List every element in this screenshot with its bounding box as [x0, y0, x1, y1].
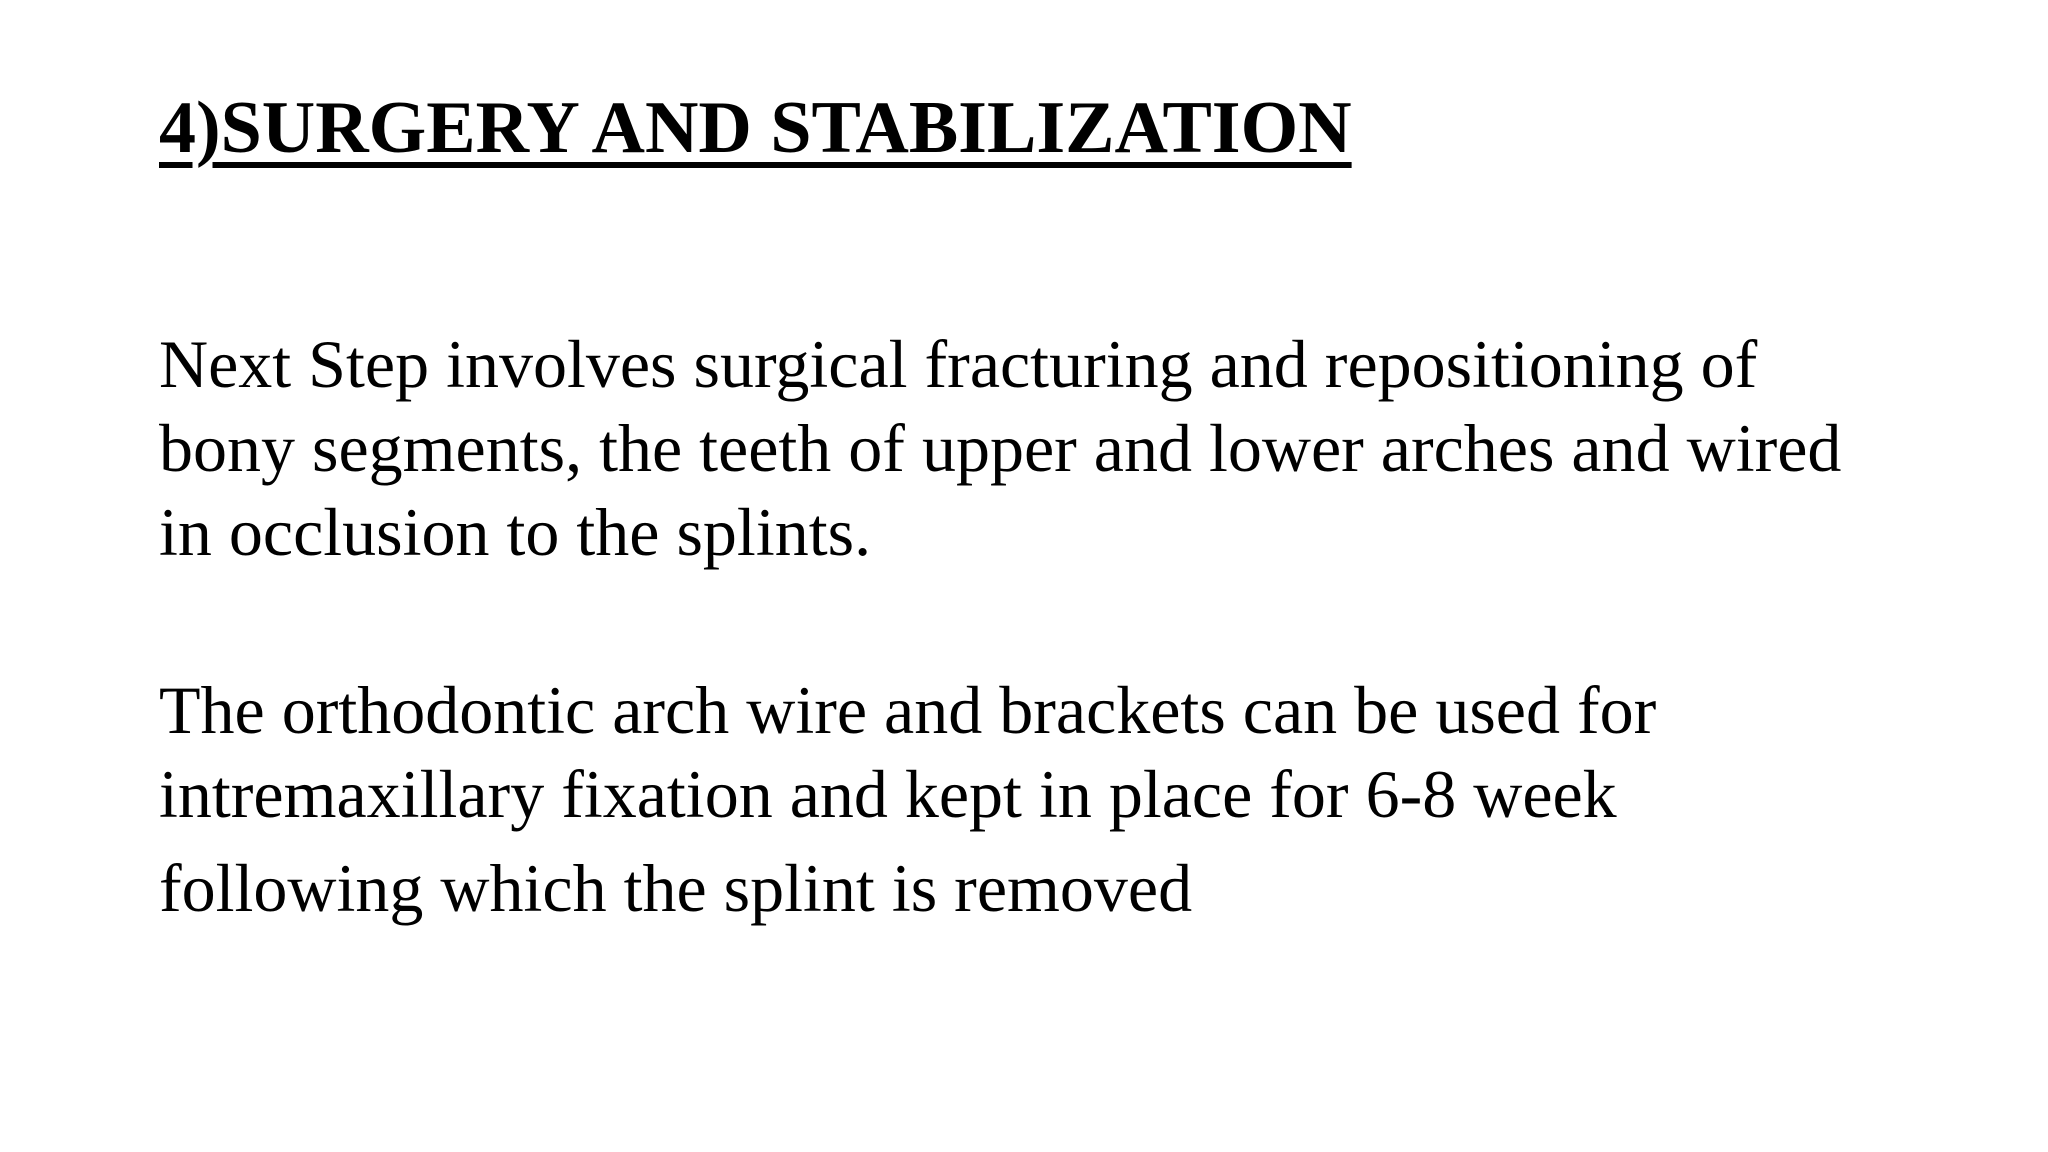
- paragraph-surgery-step: [159, 322, 1959, 574]
- paragraph-line: Next Step involves surgical fracturing and repositioning of: [159, 326, 1758, 402]
- paragraph-line: bony segments, the teeth of upper and lower arches and wired: [159, 410, 1842, 486]
- slide-title: 4)SURGERY AND STABILIZATION: [159, 87, 1352, 169]
- paragraph-line: following which the splint is removed: [159, 850, 1193, 926]
- paragraph-line: in occlusion to the splints.: [159, 494, 872, 570]
- paragraph-line: intremaxillary fixation and kept in place for 6-8 week: [159, 756, 1617, 832]
- paragraph-fixation: [159, 668, 1959, 930]
- paragraph-line: The orthodontic arch wire and brackets can be used for: [159, 672, 1657, 748]
